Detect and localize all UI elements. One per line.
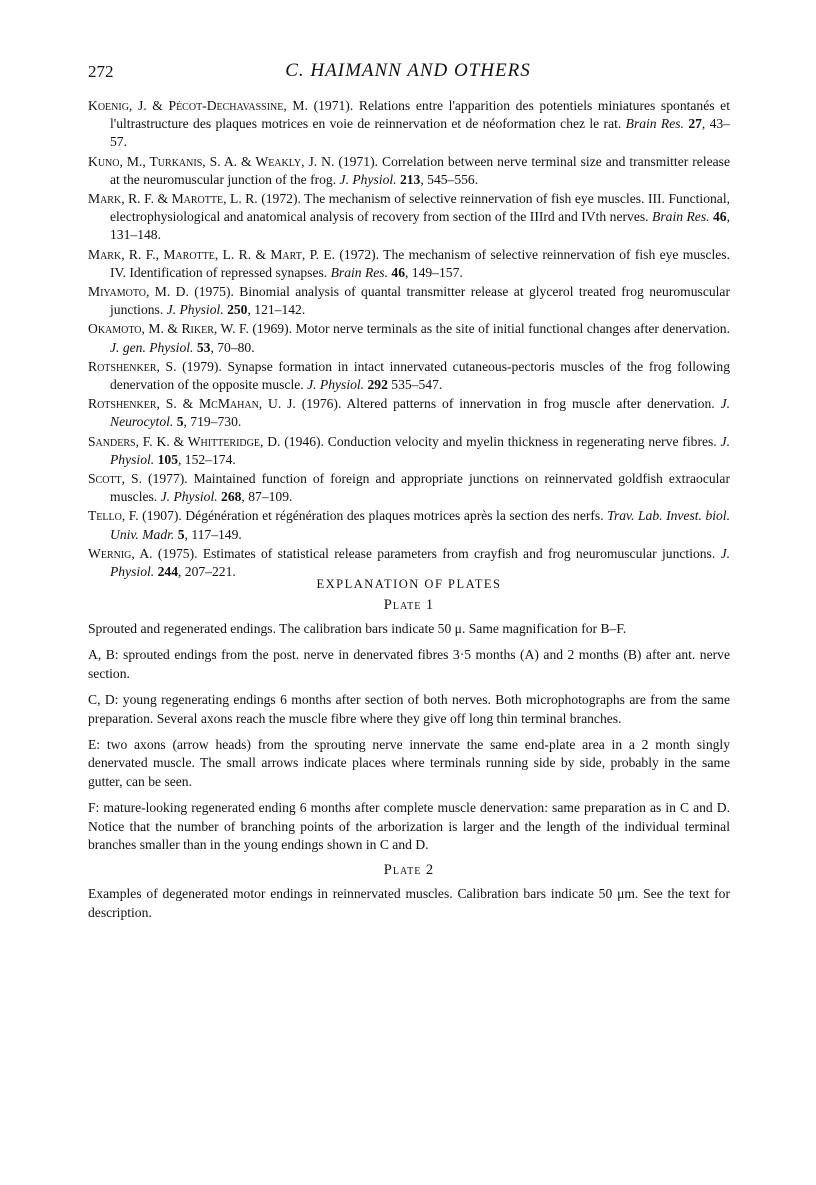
reference-authors: Kuno, M., Turkanis, S. A. & Weakly, J. N. bbox=[88, 153, 335, 169]
plate-explanations bbox=[88, 597, 730, 930]
reference-item bbox=[88, 433, 730, 469]
reference-journal: J. Physiol. bbox=[307, 377, 365, 393]
reference-journal: J. Physiol. bbox=[110, 545, 730, 580]
reference-journal: Brain Res. bbox=[330, 264, 388, 280]
reference-pages: , 545–556. bbox=[420, 171, 479, 187]
reference-year: (1969). bbox=[252, 321, 293, 337]
reference-item bbox=[88, 97, 730, 152]
reference-volume: 268 bbox=[221, 489, 242, 505]
reference-year: (1907). bbox=[142, 508, 182, 524]
reference-volume: 105 bbox=[157, 451, 178, 467]
reference-volume: 5 bbox=[177, 526, 185, 542]
reference-volume: 27 bbox=[688, 116, 702, 132]
reference-year: (1979). bbox=[182, 358, 222, 374]
reference-item bbox=[88, 395, 730, 431]
reference-authors: Wernig, A. bbox=[88, 545, 153, 561]
plate-2-title: Plate 2 bbox=[383, 862, 435, 879]
reference-volume: 5 bbox=[176, 414, 184, 430]
reference-journal: J. Physiol. bbox=[160, 489, 218, 505]
reference-authors: Koenig, J. & Pécot-Dechavassine, M. bbox=[88, 98, 308, 113]
plate-1-caption-cd: C, D: young regenerating endings 6 months after section of both nerves. Both microphotographs are from the same preparation. Several axons reach the muscle fibre where they give off long thin terminal branches. bbox=[88, 692, 730, 726]
page-header bbox=[88, 60, 728, 88]
reference-title: Correlation between nerve terminal size and transmitter release at the neuromuscular junction of the frog. bbox=[110, 153, 730, 187]
reference-title: The mechanism of selective reinnervation of fish eye muscles. III. Functional, electrophysiological and anatomical analysis of recovery from section of the IIIrd and IVth nerves. bbox=[110, 191, 731, 225]
reference-year: (1946). bbox=[284, 433, 324, 449]
reference-item bbox=[88, 545, 730, 581]
reference-list bbox=[88, 97, 730, 582]
reference-title: Dégénération et régénération des plaques motrices après la section des nerfs. bbox=[185, 508, 604, 524]
reference-pages: , 70–80. bbox=[210, 339, 255, 355]
reference-title: Motor nerve terminals as the site of initial functional changes after denervation. bbox=[295, 321, 730, 337]
reference-volume: 46 bbox=[391, 264, 405, 280]
reference-item bbox=[88, 358, 730, 394]
reference-title: Conduction velocity and myelin thickness in regenerating nerve fibres. bbox=[327, 433, 717, 449]
reference-item bbox=[88, 190, 730, 245]
section-title: EXPLANATION OF PLATES bbox=[316, 577, 502, 591]
reference-pages: , 719–730. bbox=[183, 414, 242, 430]
reference-pages: , 87–109. bbox=[241, 489, 293, 505]
reference-title: Maintained function of foreign and appropriate junctions on reinnervated goldfish extraocular muscles. bbox=[110, 471, 730, 505]
plate-1-caption-ab: A, B: sprouted endings from the post. nerve in denervated fibres 3·5 months (A) and 2 months (B) after ant. nerve section. bbox=[88, 647, 730, 681]
running-head: C. HAIMANN AND OTHERS bbox=[285, 60, 531, 81]
reference-pages: , 149–157. bbox=[404, 264, 463, 280]
reference-pages: , 207–221. bbox=[177, 564, 236, 580]
reference-pages: 535–547. bbox=[387, 377, 443, 393]
reference-volume: 250 bbox=[227, 302, 248, 318]
reference-item bbox=[88, 320, 730, 356]
reference-pages: , 152–174. bbox=[177, 451, 236, 467]
reference-journal: J. Neurocytol. bbox=[110, 396, 730, 430]
reference-title: Relations entre l'apparition des potentiels miniatures spontanés et l'ultrastructure des plaques motrices en voie de reinnervation et de néoformation chez le rat. bbox=[110, 98, 730, 132]
reference-item bbox=[88, 507, 730, 543]
reference-authors: Okamoto, M. & Riker, W. F. bbox=[88, 321, 249, 337]
reference-year: (1971). bbox=[338, 153, 378, 169]
reference-volume: 213 bbox=[399, 171, 421, 187]
reference-pages: , 121–142. bbox=[247, 302, 306, 318]
reference-item bbox=[88, 246, 730, 282]
reference-volume: 292 bbox=[367, 377, 388, 393]
reference-item bbox=[88, 283, 730, 319]
reference-authors: Miyamoto, M. D. bbox=[88, 284, 189, 300]
reference-journal: J. Physiol. bbox=[166, 302, 224, 318]
reference-year: (1972). bbox=[339, 246, 380, 262]
plate-1-title: Plate 1 bbox=[383, 597, 435, 613]
reference-volume: 46 bbox=[713, 209, 727, 225]
reference-journal: Brain Res. bbox=[625, 116, 684, 132]
reference-journal: Brain Res. bbox=[652, 209, 710, 225]
reference-year: (1975). bbox=[157, 545, 198, 561]
reference-authors: Mark, R. F., Marotte, L. R. & Mart, P. E. bbox=[88, 246, 336, 262]
reference-title: Binomial analysis of quantal transmitter release at glycerol treated frog neuromuscular junctions. bbox=[110, 284, 730, 318]
reference-pages: , 117–149. bbox=[184, 526, 242, 542]
reference-title: The mechanism of selective reinnervation of fish eye muscles. IV. Identification of repressed synapses. bbox=[110, 246, 730, 280]
plate-1-intro: Sprouted and regenerated endings. The calibration bars indicate 50 μ. Same magnification for B–F. bbox=[88, 621, 627, 636]
page-number: 272 bbox=[88, 62, 114, 81]
reference-authors: Scott, S. bbox=[88, 471, 143, 487]
reference-title: Synapse formation in intact innervated cutaneous-pectoris muscles of the frog following denervation of the opposite muscle. bbox=[110, 358, 730, 393]
reference-journal: J. gen. Physiol. bbox=[110, 339, 194, 355]
reference-title: Altered patterns of innervation in frog muscle after denervation. bbox=[346, 396, 715, 412]
reference-journal: Trav. Lab. Invest. biol. Univ. Madr. bbox=[110, 508, 730, 542]
reference-pages: , 131–148. bbox=[110, 209, 730, 243]
reference-authors: Mark, R. F. & Marotte, L. R. bbox=[88, 191, 258, 207]
reference-authors: Tello, F. bbox=[88, 508, 139, 524]
plate-1-caption-e: E: two axons (arrow heads) from the sprouting nerve innervate the same end-plate area in a 2 month singly denervated muscle. The small arrows indicate places where terminals running side by side, probably in the same gutter, can be seen. bbox=[88, 737, 730, 789]
reference-authors: Rotshenker, S. bbox=[88, 358, 177, 374]
reference-title: Estimates of statistical release parameters from crayfish and frog neuromuscular junctions. bbox=[202, 545, 716, 561]
reference-item bbox=[88, 470, 730, 506]
plate-1-caption-f: F: mature-looking regenerated ending 6 months after complete muscle denervation: same preparation as in C and D. Notice that the number of branching points of the arborization is larger and the length of the individual terminal branches smaller than in the young endings shown in C and D. bbox=[88, 800, 730, 853]
reference-year: (1971). bbox=[313, 98, 354, 113]
reference-volume: 244 bbox=[157, 564, 178, 580]
plate-2-caption: Examples of degenerated motor endings in reinnervated muscles. Calibration bars indicate 50 μm. See the text for description. bbox=[88, 886, 730, 920]
reference-authors: Rotshenker, S. & McMahan, U. J. bbox=[88, 396, 296, 412]
reference-year: (1977). bbox=[148, 471, 188, 487]
reference-journal: J. Physiol. bbox=[339, 171, 397, 187]
reference-volume: 53 bbox=[196, 339, 211, 355]
reference-year: (1976). bbox=[301, 396, 342, 412]
reference-year: (1975). bbox=[194, 284, 234, 300]
reference-year: (1972). bbox=[261, 191, 301, 207]
reference-pages: , 43–57. bbox=[110, 116, 731, 150]
reference-item bbox=[88, 153, 730, 189]
reference-authors: Sanders, F. K. & Whitteridge, D. bbox=[88, 433, 281, 449]
reference-journal: J. Physiol. bbox=[110, 433, 730, 467]
